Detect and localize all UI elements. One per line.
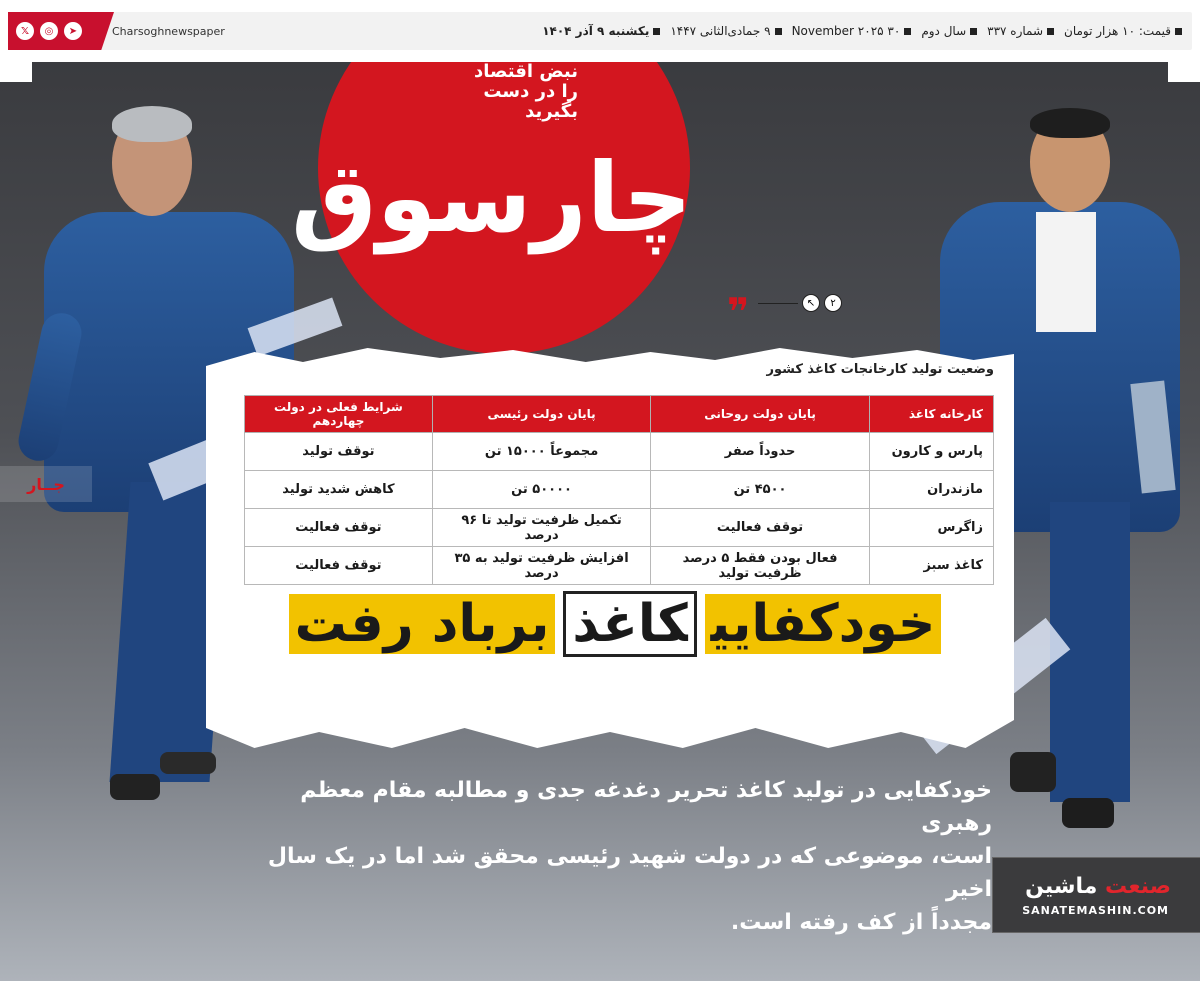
watermark-brand-red: صنعت: [1105, 874, 1171, 899]
table-cell: مجموعاً ۱۵۰۰۰ تن: [432, 433, 651, 471]
headline-part-2: کاغذ: [563, 591, 696, 657]
table-cell: کاهش شدید تولید: [245, 471, 433, 509]
issue-number: شماره ۳۳۷: [987, 24, 1044, 38]
x-icon[interactable]: 𝕏: [16, 22, 34, 40]
social-links: [16, 12, 82, 50]
headline-part-3: برباد رفت: [289, 594, 556, 654]
watermark-brand-white: ماشین: [1025, 874, 1098, 899]
table-title: وضعیت تولید کارخانجات کاغذ کشور: [766, 362, 994, 377]
logo-tagline: نبض اقتصاد را در دست بگیرید: [474, 62, 578, 122]
column-header: پایان دولت رئیسی: [432, 396, 651, 433]
price-label: قیمت: ۱۰ هزار تومان: [1064, 24, 1171, 38]
main-headline: [230, 594, 1000, 654]
page-badge: [758, 294, 842, 312]
issue-info: [542, 12, 1182, 50]
newspaper-logo: چارسوق: [291, 142, 692, 254]
table-cell: ۵۰۰۰۰ تن: [432, 471, 651, 509]
site-watermark: [992, 857, 1200, 933]
column-header: پایان دولت روحانی: [651, 396, 869, 433]
column-header: کارخانه کاغذ: [869, 396, 993, 433]
year-label: سال دوم: [921, 24, 967, 38]
gregorian-date: ۳۰ November ۲۰۲۵: [791, 24, 901, 38]
table-row: [245, 471, 994, 509]
table-cell: زاگرس: [869, 509, 993, 547]
table-cell: توقف فعالیت: [245, 509, 433, 547]
table-cell: توقف فعالیت: [651, 509, 869, 547]
table-cell: حدوداً صفر: [651, 433, 869, 471]
table-cell: توقف فعالیت: [245, 547, 433, 585]
table-cell: افزایش ظرفیت تولید به ۳۵ درصد: [432, 547, 651, 585]
top-bar: [0, 0, 1200, 62]
social-handle[interactable]: Charsoghnewspaper: [112, 24, 225, 38]
issue-day: یکشنبه ۹ آذر ۱۴۰۴: [542, 24, 650, 38]
watermark-url: SANATEMASHIN.COM: [1022, 904, 1169, 917]
table-row: [245, 547, 994, 585]
telegram-icon[interactable]: ➤: [64, 22, 82, 40]
table-cell: پارس و کارون: [869, 433, 993, 471]
page-number: ۲: [824, 294, 842, 312]
table-cell: فعال بودن فقط ۵ درصد ظرفیت تولید: [651, 547, 869, 585]
production-table: [244, 395, 994, 585]
table-cell: کاغذ سبز: [869, 547, 993, 585]
front-page-stage: [0, 62, 1200, 981]
headline-part-1: خودکفایی: [705, 594, 942, 654]
side-watermark: جــار: [0, 466, 92, 502]
table-header-row: [245, 396, 994, 433]
instagram-icon[interactable]: ◎: [40, 22, 58, 40]
table-cell: ۴۵۰۰ تن: [651, 471, 869, 509]
top-bar-strip: [8, 12, 1192, 50]
quote-icon: ❞: [727, 290, 750, 334]
corner-notch: [1168, 62, 1200, 82]
table-row: [245, 509, 994, 547]
corner-notch: [0, 62, 32, 82]
table-row: [245, 433, 994, 471]
table-cell: مازندران: [869, 471, 993, 509]
hijri-date: ۹ جمادی‌الثانی ۱۴۴۷: [670, 24, 771, 38]
lead-paragraph: خودکفایی در تولید کاغذ تحریر دغدغه جدی و مطالبه مقام معظم رهبری است، موضوعی که در دولت شهید رئیسی محقق شد اما در یک سال اخیر مجدداً از کف رفته است.: [267, 778, 992, 935]
table-cell: توقف تولید: [245, 433, 433, 471]
arrow-icon: ↖: [802, 294, 820, 312]
column-header: شرایط فعلی در دولت چهاردهم: [245, 396, 433, 433]
table-cell: تکمیل ظرفیت تولید تا ۹۶ درصد: [432, 509, 651, 547]
